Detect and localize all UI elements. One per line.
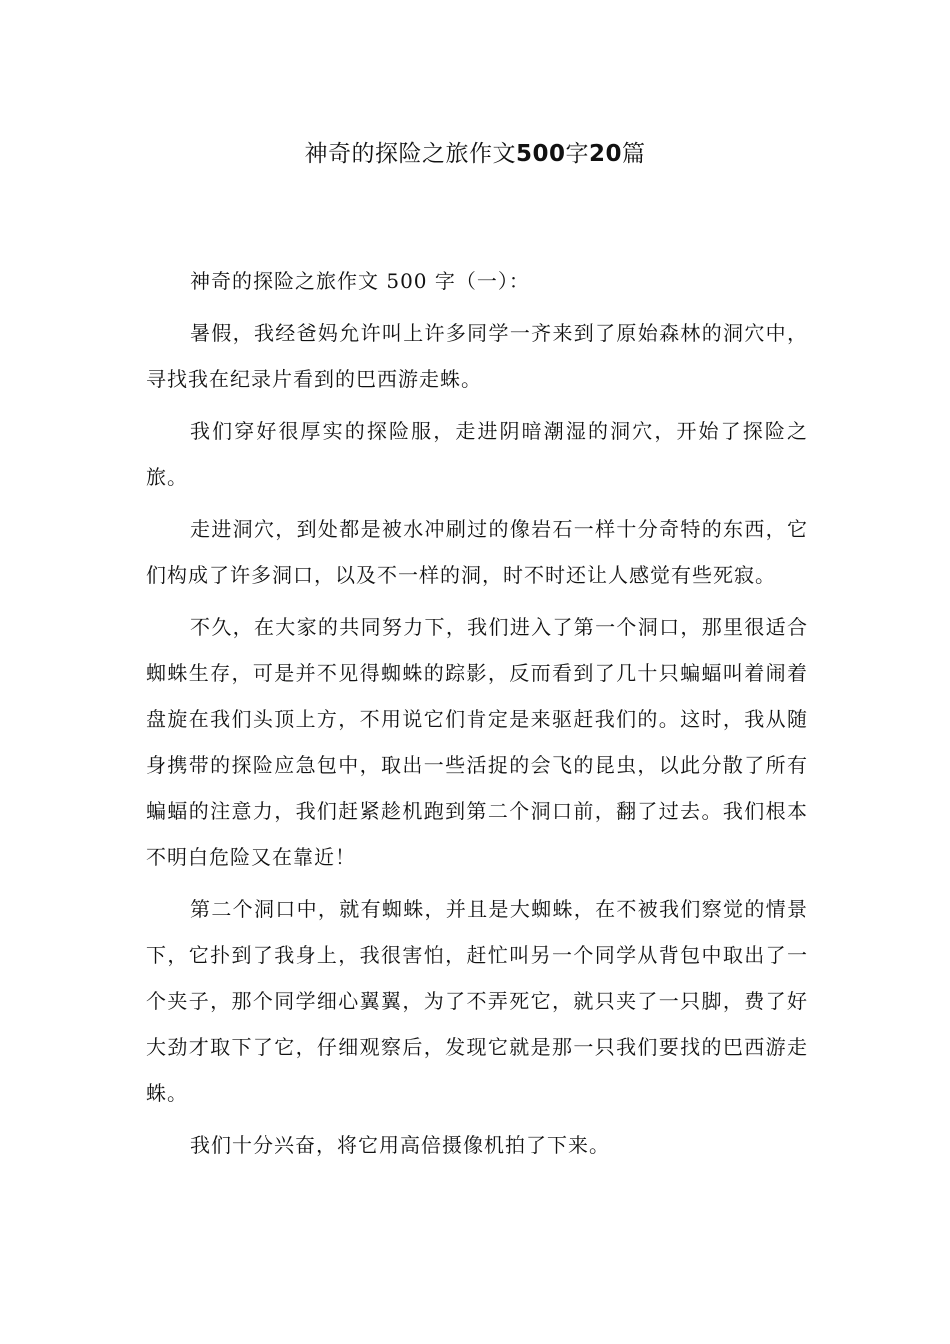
- document-title: [0, 136, 950, 172]
- paragraph: 走进洞穴，到处都是被水冲刷过的像岩石一样十分奇特的东西，它们构成了许多洞口，以及不一样的洞，时不时还让人感觉有些死寂。: [146, 517, 808, 587]
- paragraph: 暑假，我经爸妈允许叫上许多同学一齐来到了原始森林的洞穴中，寻找我在纪录片看到的巴西游走蛛。: [146, 321, 808, 391]
- title-middle: 字: [565, 141, 589, 167]
- section-heading: 神奇的探险之旅作文 500 字（一）：: [190, 269, 530, 293]
- title-number-count: 20: [589, 141, 623, 167]
- paragraph: 第二个洞口中，就有蜘蛛，并且是大蜘蛛，在不被我们察觉的情景下，它扑到了我身上，我很害怕，赶忙叫另一个同学从背包中取出了一个夹子，那个同学细心翼翼，为了不弄死它，就只夹了一只脚，费了好大劲才取下了它，仔细观察后，发现它就是那一只我们要找的巴西游走蛛。: [146, 897, 808, 1105]
- paragraph: 不久，在大家的共同努力下，我们进入了第一个洞口，那里很适合蜘蛛生存，可是并不见得蜘蛛的踪影，反而看到了几十只蝙蝠叫着闹着盘旋在我们头顶上方，不用说它们肯定是来驱赶我们的。这时，我从随身携带的探险应急包中，取出一些活捉的会飞的昆虫，以此分散了所有蝙蝠的注意力，我们赶紧趁机跑到第二个洞口前，翻了过去。我们根本不明白危险又在靠近！: [146, 615, 808, 869]
- paragraph: 我们穿好很厚实的探险服，走进阴暗潮湿的洞穴，开始了探险之旅。: [146, 419, 808, 489]
- title-number-words: 500: [515, 141, 566, 167]
- title-prefix: 神奇的探险之旅作文: [304, 141, 516, 167]
- title-suffix: 篇: [622, 141, 646, 167]
- document-body: [146, 258, 808, 1174]
- paragraph: 我们十分兴奋，将它用高倍摄像机拍了下来。: [190, 1133, 610, 1157]
